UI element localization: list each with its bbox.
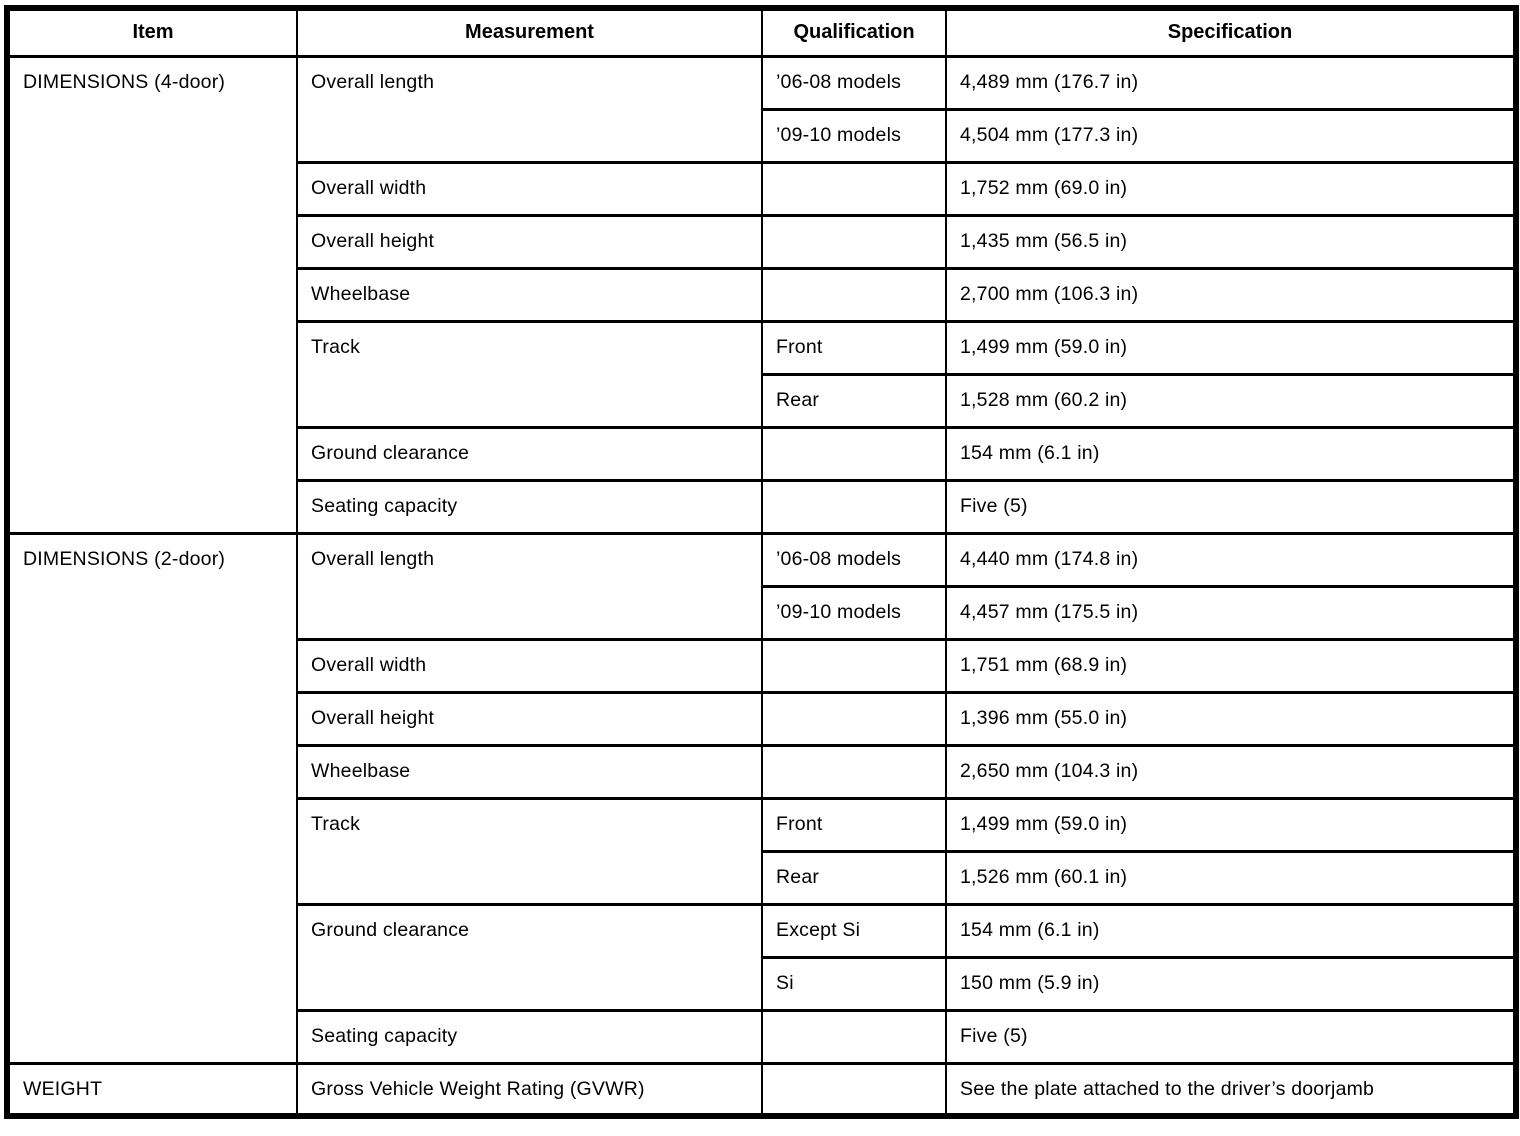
measurement-cell: Wheelbase: [297, 745, 762, 798]
specification-cell: 1,528 mm (60.2 in): [946, 374, 1516, 427]
qualification-cell: [762, 268, 946, 321]
specification-cell: Five (5): [946, 480, 1516, 533]
header-row: [7, 8, 1516, 56]
specification-cell: 1,526 mm (60.1 in): [946, 851, 1516, 904]
specification-cell: 2,650 mm (104.3 in): [946, 745, 1516, 798]
measurement-cell: Track: [297, 321, 762, 427]
measurement-cell: Wheelbase: [297, 268, 762, 321]
specification-cell: 154 mm (6.1 in): [946, 904, 1516, 957]
measurement-cell: Ground clearance: [297, 904, 762, 1010]
qualification-cell: [762, 639, 946, 692]
qualification-cell: [762, 1010, 946, 1063]
measurement-cell: Seating capacity: [297, 480, 762, 533]
item-cell: DIMENSIONS (4-door): [7, 56, 297, 533]
specification-cell: 1,435 mm (56.5 in): [946, 215, 1516, 268]
table-row: [7, 56, 1516, 109]
specification-cell: 154 mm (6.1 in): [946, 427, 1516, 480]
measurement-cell: Track: [297, 798, 762, 904]
specification-cell: 4,504 mm (177.3 in): [946, 109, 1516, 162]
vehicle-specifications-table: [4, 5, 1519, 1119]
column-header-item: Item: [7, 8, 297, 56]
qualification-cell: Front: [762, 321, 946, 374]
specification-cell: 1,499 mm (59.0 in): [946, 798, 1516, 851]
measurement-cell: Overall width: [297, 639, 762, 692]
qualification-cell: Rear: [762, 374, 946, 427]
specification-cell: 1,499 mm (59.0 in): [946, 321, 1516, 374]
qualification-cell: ’09-10 models: [762, 586, 946, 639]
specification-cell: 1,396 mm (55.0 in): [946, 692, 1516, 745]
qualification-cell: [762, 692, 946, 745]
measurement-cell: Overall height: [297, 215, 762, 268]
qualification-cell: Front: [762, 798, 946, 851]
measurement-cell: Overall length: [297, 533, 762, 639]
qualification-cell: Si: [762, 957, 946, 1010]
specification-cell: See the plate attached to the driver’s doorjamb: [946, 1063, 1516, 1116]
qualification-cell: ’06-08 models: [762, 56, 946, 109]
column-header-qualification: Qualification: [762, 8, 946, 56]
column-header-specification: Specification: [946, 8, 1516, 56]
measurement-cell: Overall width: [297, 162, 762, 215]
measurement-cell: Seating capacity: [297, 1010, 762, 1063]
specification-cell: 2,700 mm (106.3 in): [946, 268, 1516, 321]
measurement-cell: Overall height: [297, 692, 762, 745]
specification-cell: 4,440 mm (174.8 in): [946, 533, 1516, 586]
specification-cell: 4,489 mm (176.7 in): [946, 56, 1516, 109]
item-cell: WEIGHT: [7, 1063, 297, 1116]
qualification-cell: [762, 480, 946, 533]
specification-cell: 150 mm (5.9 in): [946, 957, 1516, 1010]
specification-cell: Five (5): [946, 1010, 1516, 1063]
table-row: [7, 1063, 1516, 1116]
qualification-cell: ’06-08 models: [762, 533, 946, 586]
qualification-cell: [762, 427, 946, 480]
item-cell: DIMENSIONS (2-door): [7, 533, 297, 1063]
measurement-cell: Ground clearance: [297, 427, 762, 480]
specification-cell: 1,751 mm (68.9 in): [946, 639, 1516, 692]
qualification-cell: [762, 162, 946, 215]
qualification-cell: [762, 215, 946, 268]
qualification-cell: Rear: [762, 851, 946, 904]
qualification-cell: ’09-10 models: [762, 109, 946, 162]
qualification-cell: Except Si: [762, 904, 946, 957]
measurement-cell: Overall length: [297, 56, 762, 162]
column-header-measurement: Measurement: [297, 8, 762, 56]
table-row: [7, 533, 1516, 586]
specification-cell: 4,457 mm (175.5 in): [946, 586, 1516, 639]
qualification-cell: [762, 745, 946, 798]
qualification-cell: [762, 1063, 946, 1116]
specification-cell: 1,752 mm (69.0 in): [946, 162, 1516, 215]
measurement-cell: Gross Vehicle Weight Rating (GVWR): [297, 1063, 762, 1116]
